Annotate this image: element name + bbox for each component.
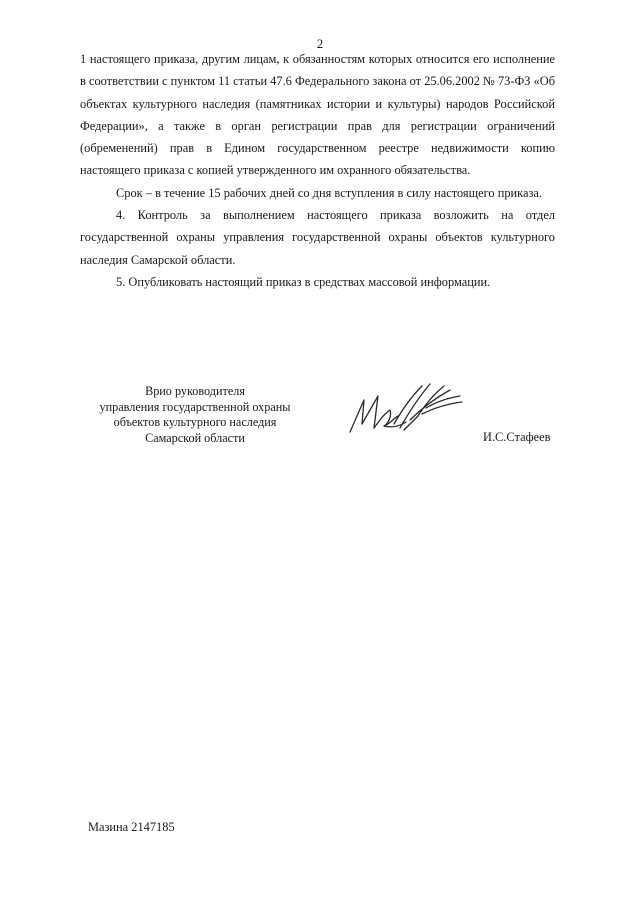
signature-block bbox=[80, 384, 560, 454]
position-line: управления государственной охраны bbox=[99, 399, 291, 414]
page-number: 2 bbox=[316, 36, 324, 51]
signer-position bbox=[80, 384, 310, 446]
paragraph-distribution: 1 настоящего приказа, другим лицам, к обязанностям которых относится его исполнение в соответствии с пунктом 11 статьи 47.6 Федерального закона от 25.06.2002 № 73-ФЗ «Об объектах культурного наследия (памятниках истории и культуры) народов Российской Федерации», а также в орган регистрации прав для регистрации ограничений (обременений) прав в Едином государственном реестре недвижимости копию настоящего приказа с копией утвержденного им охранного обязательства. bbox=[80, 52, 556, 178]
handwritten-signature bbox=[344, 380, 474, 440]
paragraph-publication: 5. Опубликовать настоящий приказ в средствах массовой информации. bbox=[116, 274, 491, 289]
paragraph-control: 4. Контроль за выполнением настоящего приказа возложить на отдел государственной охраны управления государственной охраны объектов культурного наследия Самарской области. bbox=[80, 208, 555, 267]
executor-note: Мазина 2147185 bbox=[88, 820, 175, 834]
position-line: Самарской области bbox=[145, 430, 245, 445]
paragraph-deadline: Срок – в течение 15 рабочих дней со дня вступления в силу настоящего приказа. bbox=[116, 185, 542, 200]
position-line: объектов культурного наследия bbox=[113, 415, 277, 430]
document-body bbox=[80, 48, 555, 293]
signer-name: И.С.Стафеев bbox=[483, 430, 551, 444]
position-line: Врио руководителя bbox=[145, 384, 245, 398]
